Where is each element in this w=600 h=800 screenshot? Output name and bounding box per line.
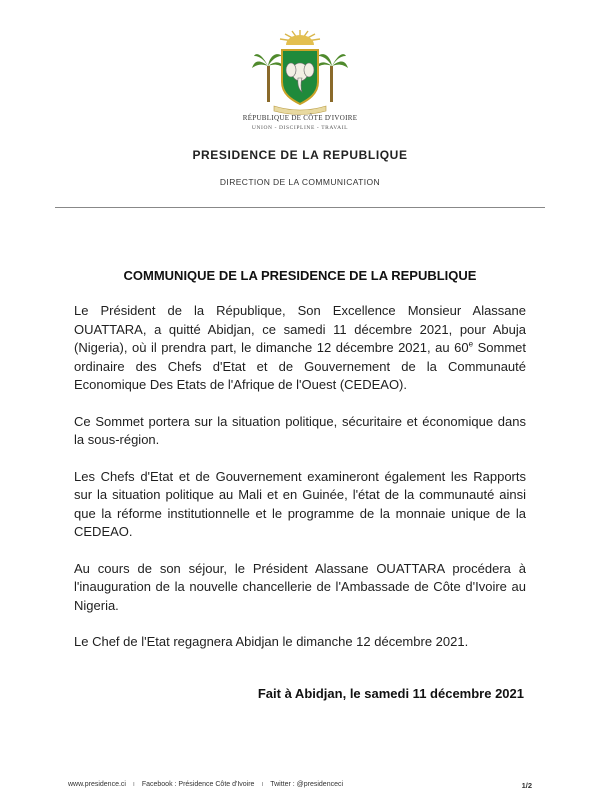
country-name: RÉPUBLIQUE DE CÔTE D'IVOIRE [242,114,358,122]
communique-body [74,302,526,670]
paragraph-3: Les Chefs d'Etat et de Gouvernement examineront également les Rapports sur la situation politique au Mali et en Guinée, l'état de la communauté ainsi que la réforme institutionnelle et le programme de la monnaie unique de la CEDEAO. [74,468,526,539]
signature-line: Fait à Abidjan, le samedi 11 décembre 2021 [257,686,524,701]
paragraph-2: Ce Sommet portera sur la situation politique, sécuritaire et économique dans la sous-région. [74,413,526,447]
paragraph-5: Le Chef de l'Etat regagnera Abidjan le dimanche 12 décembre 2021. [74,634,469,649]
footer-separator: ı [132,781,135,788]
page-number: 1/2 [521,781,532,790]
paragraph-4: Au cours de son séjour, le Président Alassane OUATTARA procédera à l'inauguration de la nouvelle chancellerie de l'Ambassade de Côte d'Ivoire au Nigeria. [74,560,526,613]
footer-website[interactable]: www.presidence.ci [68,781,126,788]
national-motto: UNION - DISCIPLINE - TRAVAIL [251,125,349,131]
department-heading: DIRECTION DE LA COMMUNICATION [219,177,381,187]
office-heading: PRESIDENCE DE LA REPUBLIQUE [192,148,408,162]
footer [68,781,532,788]
coat-of-arms-icon [252,28,348,116]
header-divider [55,207,545,208]
paragraph-1-text: Le Président de la République, Son Excellence Monsieur Alassane OUATTARA, a quitté Abidjan, ce samedi 11 décembre 2021, pour Abuja (Nigeria), où il prendra part, le dimanche 12 décembre 2021, au 60 [74,303,526,355]
footer-separator: ı [261,781,264,788]
paragraph-1-text-cont: Sommet ordinaire des Chefs d'Etat et de Gouvernement de la Communauté Economique Des Etats de l'Afrique de l'Ouest (CEDEAO). [74,340,526,392]
paragraph-1 [74,302,526,395]
footer-facebook[interactable]: Facebook : Présidence Côte d'Ivoire [141,781,255,788]
communique-title: COMMUNIQUE DE LA PRESIDENCE DE LA REPUBLIQUE [123,268,477,283]
ordinal-superscript: e [468,339,474,349]
footer-twitter[interactable]: Twitter : @presidenceci [270,781,344,788]
